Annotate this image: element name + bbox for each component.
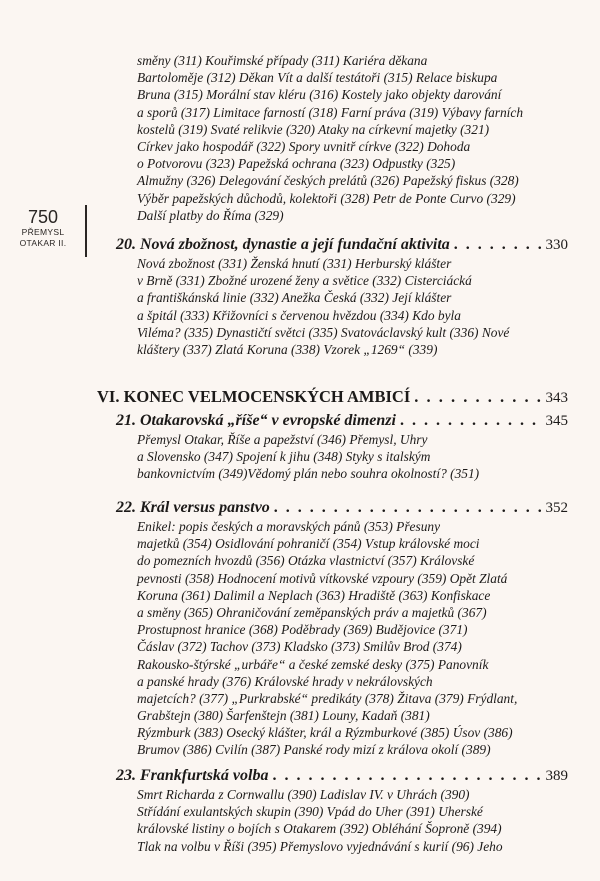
- folio-rule: [85, 205, 87, 257]
- toc-line: Čáslav (372) Tachov (373) Kladsko (373) Smilův Brod (374): [137, 639, 462, 655]
- chapter-title: 20. Nová zbožnost, dynastie a její fundační aktivita: [116, 236, 450, 253]
- chapter-23-subtopics: [137, 786, 557, 855]
- toc-line: Tlak na volbu v Říši (395) Přemyslovo vyjednávání s kurií (96) Jeho: [137, 838, 503, 854]
- leader-dots: [400, 411, 542, 431]
- part-page: 343: [545, 390, 568, 406]
- toc-line: a sporů (317) Limitace farností (318) Farní práva (319) Výbavy farních: [137, 104, 524, 120]
- toc-part-6: [97, 387, 568, 408]
- chapter-20-subtopics: [137, 255, 557, 358]
- toc-line: o Potvorovu (323) Papežská ochrana (323) Odpustky (325): [137, 156, 456, 172]
- chapter-page: 330: [545, 237, 568, 253]
- toc-line: Střídání exulantských skupin (390) Vpád do Uher (391) Uherské: [137, 804, 483, 820]
- toc-line: kostelů (319) Svaté relikvie (320) Ataky na církevní majetky (321): [137, 121, 490, 137]
- toc-line: bankovnictvím (349)Vědomý plán nebo souhra okolností? (351): [137, 466, 480, 482]
- toc-line: Viléma? (335) Dynastičtí světci (335) Svatováclavský kult (336) Nové: [137, 324, 510, 340]
- toc-line: a směny (365) Ohraničování zeměpanských práv a majetků (367): [137, 604, 487, 620]
- running-head-line-2: OTAKAR II.: [19, 238, 67, 248]
- toc-line: do pomezních hvozdů (356) Otázka vlastnictví (357) Královské: [137, 553, 475, 569]
- toc-line: Církev jako hospodář (322) Spory uvnitř církve (322) Dohoda: [137, 138, 471, 154]
- toc-line: Výběr papežských důchodů, kolektoři (328) Petr de Ponte Curvo (329): [137, 190, 516, 206]
- toc-line: Bartoloměje (312) Děkan Vít a další testátoři (315) Relace biskupa: [137, 70, 498, 86]
- chapter-22-subtopics: [137, 518, 557, 759]
- toc-line: Prostupnost hranice (368) Poděbrady (369) Budějovice (371): [137, 622, 468, 638]
- toc-line: Almužny (326) Delegování českých prelátů (326) Papežský fiskus (328): [137, 173, 519, 189]
- toc-line: Koruna (361) Dalimil a Neplach (363) Hradiště (363) Konfiskace: [137, 587, 491, 603]
- page-folio: [4, 207, 82, 249]
- toc-chapter-20: [116, 235, 568, 255]
- toc-line: Brumov (386) Cvilín (387) Panské rody mizí z králova okolí (389): [137, 742, 491, 758]
- toc-line: Další platby do Říma (329): [137, 207, 284, 223]
- toc-line: Bruna (315) Morální stav kléru (316) Kostely jako objekty darování: [137, 87, 502, 103]
- toc-line: v Brně (331) Zbožné urozené ženy a světice (332) Cisterciácká: [137, 273, 472, 289]
- leader-dots: [274, 498, 542, 518]
- leader-dots: [454, 235, 542, 255]
- chapter-page: 345: [545, 413, 568, 429]
- toc-line: Rakousko-štýrské „urbáře“ a české zemské desky (375) Panovník: [137, 656, 489, 672]
- toc-line: majetcích? (377) „Purkrabské“ predikáty (378) Žitava (379) Frýdlant,: [137, 690, 518, 706]
- toc-line: a špitál (333) Křižovníci s červenou hvězdou (334) Kdo byla: [137, 307, 461, 323]
- leader-dots: [414, 387, 541, 407]
- chapter-title: 23. Frankfurtská volba: [116, 767, 269, 784]
- toc-line: kláštery (337) Zlatá Koruna (338) Vzorek „1269“ (339): [137, 341, 438, 357]
- toc-line: Přemysl Otakar, Říše a papežství (346) Přemysl, Uhry: [137, 432, 428, 447]
- toc-line: královské listiny o bojích s Otakarem (392) Obléhání Šoproně (394): [137, 821, 502, 837]
- running-head-line-1: PŘEMYSL: [21, 227, 65, 237]
- chapter-21-subtopics: [137, 431, 557, 483]
- toc-line: Smrt Richarda z Cornwallu (390) Ladislav IV. v Uhrách (390): [137, 787, 470, 802]
- toc-line: pevnosti (358) Hodnocení motivů vítkovské vzpoury (359) Opět Zlatá: [137, 570, 508, 586]
- toc-line: a františkánská linie (332) Anežka Česká (332) Její klášter: [137, 290, 452, 306]
- toc-chapter-23: [116, 766, 568, 786]
- toc-chapter-22: [116, 498, 568, 518]
- toc-continuation-block: [137, 52, 557, 224]
- toc-line: směny (311) Kouřimské případy (311) Kariéra děkana: [137, 53, 428, 68]
- toc-chapter-21: [116, 411, 568, 431]
- leader-dots: [272, 766, 541, 786]
- chapter-page: 352: [545, 500, 568, 516]
- toc-line: Nová zbožnost (331) Ženská hnutí (331) Herburský klášter: [137, 256, 452, 271]
- part-title: VI. KONEC VELMOCENSKÝCH AMBICÍ: [97, 387, 411, 406]
- chapter-title: 22. Král versus panstvo: [116, 499, 270, 516]
- toc-line: Enikel: popis českých a moravských pánů (353) Přesuny: [137, 519, 441, 534]
- toc-line: majetků (354) Osidlování pohraničí (354) Vstup královské moci: [137, 536, 480, 552]
- chapter-title: 21. Otakarovská „říše“ v evropské dimenzi: [116, 412, 396, 429]
- toc-line: Grabštejn (380) Šarfenštejn (381) Louny, Kadaň (381): [137, 708, 430, 724]
- toc-line: a panské hrady (376) Královské hrady v nekrálovských: [137, 673, 433, 689]
- page-number: 750: [27, 207, 59, 227]
- chapter-page: 389: [545, 768, 568, 784]
- toc-line: a Slovensko (347) Spojení k jihu (348) Styky s italským: [137, 449, 431, 465]
- toc-line: Rýzmburk (383) Osecký klášter, král a Rýzmburkové (385) Úsov (386): [137, 725, 513, 741]
